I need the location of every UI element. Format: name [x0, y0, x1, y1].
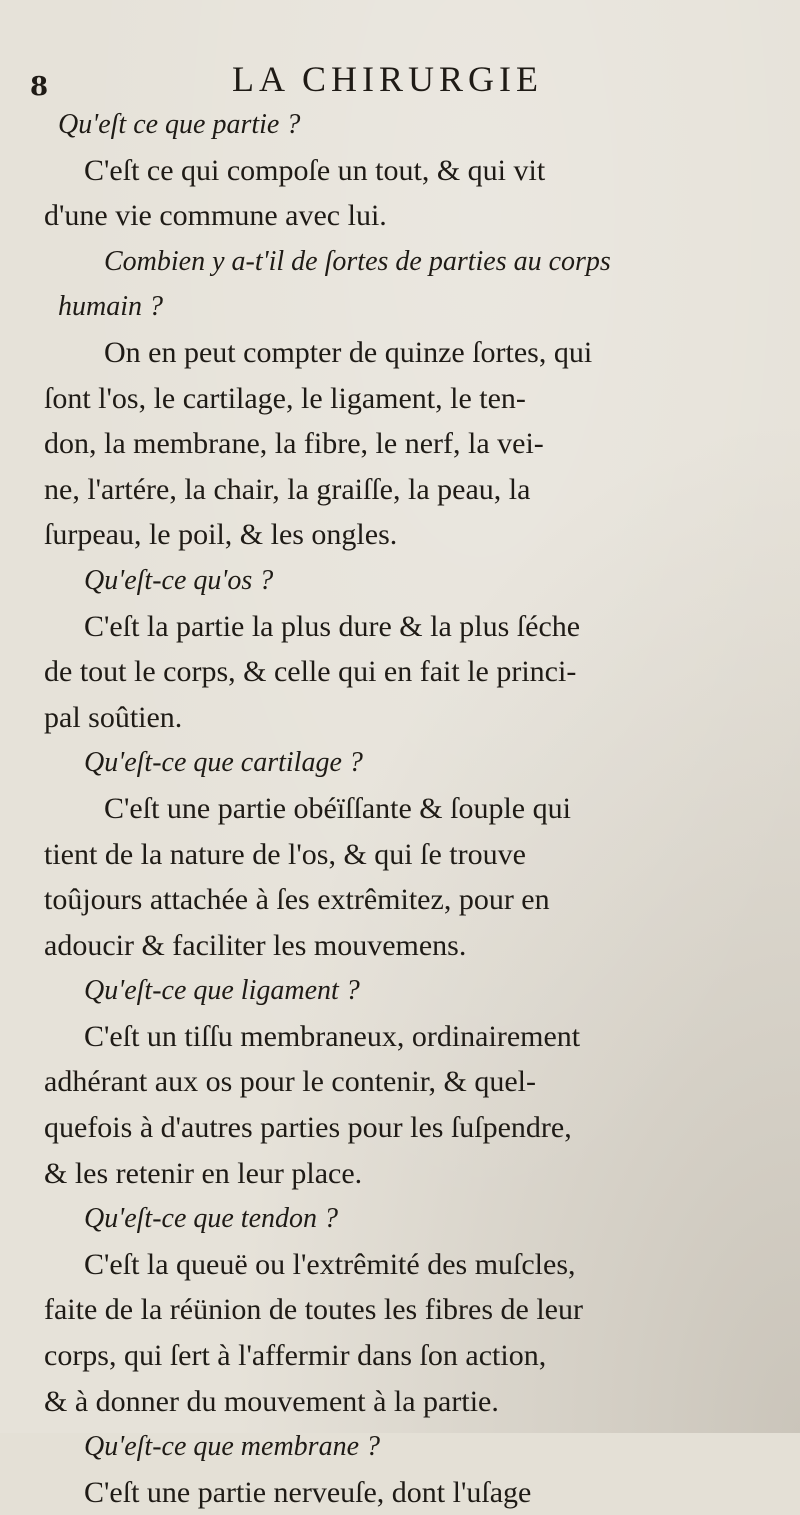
question-line: Qu'eſt-ce que cartilage ?: [84, 747, 363, 779]
answer-line: de tout le corps, & celle qui en fait le princi-: [44, 655, 577, 689]
question-line: Qu'eſt-ce que ligament ?: [84, 975, 360, 1007]
running-title: LA CHIRURGIE: [232, 59, 543, 99]
question-line: Combien y a-t'il de ſortes de parties au corps: [104, 245, 611, 277]
answer-line: & les retenir en leur place.: [44, 1156, 363, 1190]
answer-line: faite de la réünion de toutes les fibres de leur: [44, 1293, 583, 1327]
question-line: humain ?: [58, 291, 163, 323]
answer-line: & à donner du mouvement à la partie.: [44, 1384, 499, 1418]
answer-line: pal soûtien.: [44, 700, 183, 734]
answer-line: d'une vie commune avec lui.: [44, 199, 387, 233]
question-line: Qu'eſt-ce que tendon ?: [84, 1203, 339, 1235]
answer-line: C'eſt ce qui compoſe un tout, & qui vit: [84, 153, 546, 187]
answer-line: adoucir & faciliter les mouvemens.: [44, 928, 467, 962]
page-header: [0, 58, 800, 102]
body-text: [44, 102, 784, 1515]
answer-line: corps, qui ſert à l'affermir dans ſon action,: [44, 1339, 547, 1373]
answer-line: ſont l'os, le cartilage, le ligament, le ten-: [44, 381, 526, 415]
answer-line: C'eſt la queuë ou l'extrêmité des muſcles,: [84, 1247, 576, 1281]
question-line: Qu'eſt ce que partie ?: [58, 109, 301, 140]
answer-line: C'eſt une partie obéïſſante & ſouple qui: [104, 791, 571, 825]
answer-line: On en peut compter de quinze ſortes, qui: [104, 335, 593, 369]
answer-line: don, la membrane, la fibre, le nerf, la vei-: [44, 427, 544, 461]
answer-line: ne, l'artére, la chair, la graiſſe, la peau, la: [44, 472, 531, 506]
answer-line: quefois à d'autres parties pour les ſuſpendre,: [44, 1111, 572, 1145]
answer-line: C'eſt la partie la plus dure & la plus ſéche: [84, 609, 581, 643]
answer-line: C'eſt un tiſſu membraneux, ordinairement: [84, 1019, 581, 1053]
answer-line: toûjours attachée à ſes extrêmitez, pour en: [44, 883, 550, 917]
answer-line: tient de la nature de l'os, & qui ſe trouve: [44, 837, 526, 871]
page-number: 8: [30, 72, 49, 102]
answer-line: adhérant aux os pour le contenir, & quel-: [44, 1065, 536, 1099]
question-line: Qu'eſt-ce qu'os ?: [84, 564, 274, 596]
answer-line: C'eſt une partie nerveuſe, dont l'uſage: [84, 1475, 532, 1509]
question-line: Qu'eſt-ce que membrane ?: [84, 1431, 380, 1463]
answer-line: ſurpeau, le poil, & les ongles.: [44, 518, 398, 552]
